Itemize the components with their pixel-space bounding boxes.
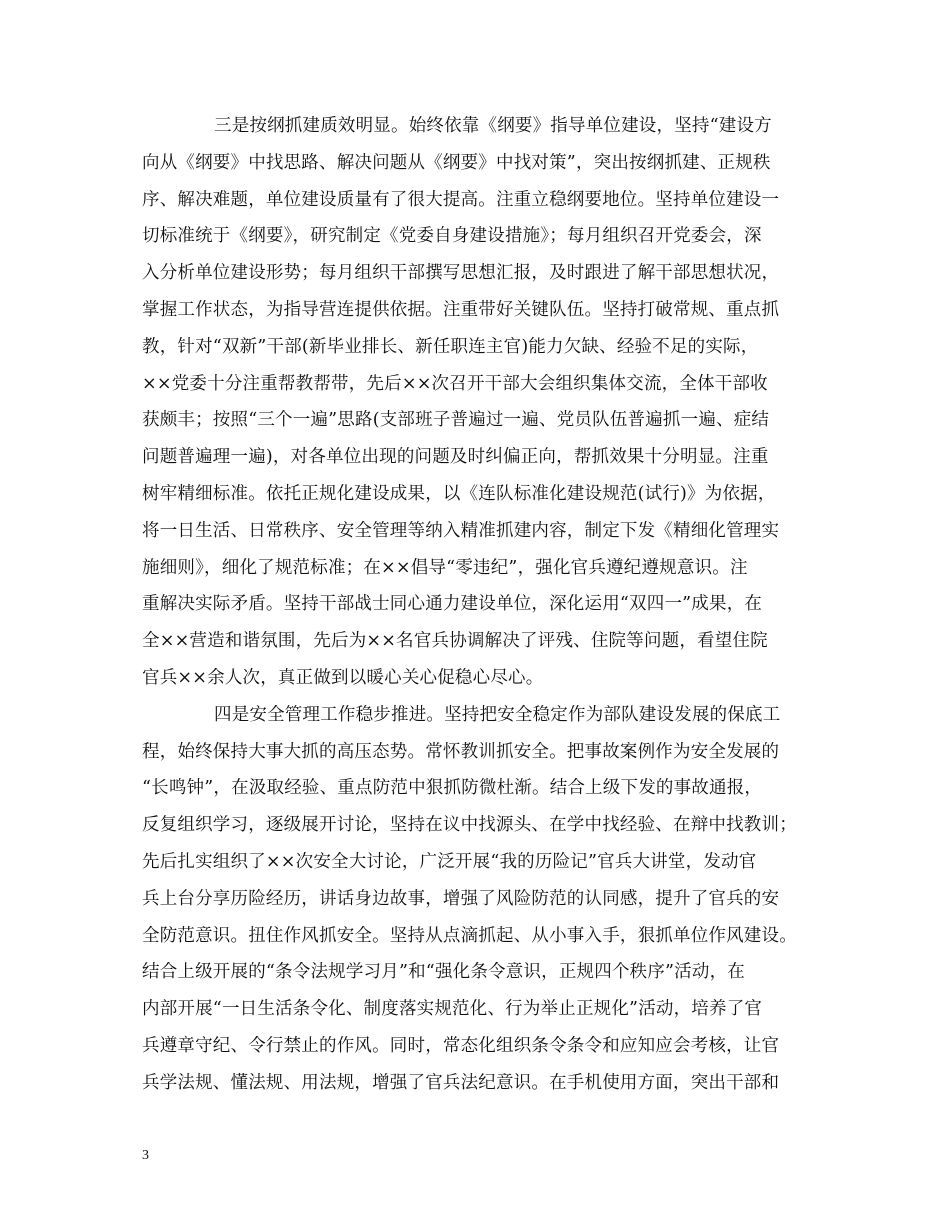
text-line: 内部开展“一日生活条令化、制度落实规范化、行为举止正规化”活动，培养了官	[142, 999, 763, 1020]
text-line: 树牢精细标准。依托正规化建设成果，以《连队标准化建设规范(试行)》为依据，	[142, 483, 776, 504]
text-line: 程，始终保持大事大抓的高压态势。常怀教训抓安全。把事故案例作为安全发展的	[142, 741, 780, 762]
text-line: 四是安全管理工作稳步推进。坚持把安全稳定作为部队建设发展的保底工	[214, 704, 781, 725]
paragraph-discipline-building	[142, 108, 832, 697]
text-line: 重解决实际矛盾。坚持干部战士同心通力建设单位，深化运用“双四一”成果，在	[142, 594, 763, 615]
text-line: ××党委十分注重帮教帮带，先后××次召开干部大会组织集体交流，全体干部收	[142, 373, 768, 394]
text-line: 序、解决难题，单位建设质量有了很大提高。注重立稳纲要地位。坚持单位建设一	[142, 189, 780, 210]
text-line: 全防范意识。扭住作风抓安全。坚持从点滴抓起、从小事入手，狠抓单位作风建设。	[142, 925, 797, 946]
text-line: 兵遵章守纪、令行禁止的作风。同时，常态化组织条令条令和应知应会考核，让官	[142, 1035, 780, 1056]
text-line: 入分析单位建设形势；每月组织干部撰写思想汇报，及时跟进了解干部思想状况，	[142, 263, 780, 284]
text-line: 掌握工作状态，为指导营连提供依据。注重带好关键队伍。坚持打破常规、重点抓	[142, 299, 780, 320]
text-line: 三是按纲抓建质效明显。始终依靠《纲要》指导单位建设，坚持“建设方	[214, 116, 772, 136]
text-line: 全××营造和谐氛围，先后为××名官兵协调解决了评残、住院等问题，看望住院	[142, 631, 768, 652]
text-line: 官兵××余人次，真正做到以暖心关心促稳心尽心。	[142, 667, 544, 688]
text-line: 向从《纲要》中找思路、解决问题从《纲要》中找对策”，突出按纲抓建、正规秩	[142, 152, 771, 173]
text-line: 兵上台分享历险经历，讲话身边故事，增强了风险防范的认同感，提升了官兵的安	[142, 888, 780, 909]
text-line: 先后扎实组织了××次安全大讨论，广泛开展“我的历险记”官兵大讲堂，发动官	[142, 851, 757, 872]
document-body	[142, 108, 832, 1102]
text-line: 切标准统于《纲要》，研究制定《党委自身建设措施》；每月组织召开党委会，深	[142, 226, 762, 247]
text-line: 将一日生活、日常秩序、安全管理等纳入精准抓建内容，制定下发《精细化管理实	[142, 520, 780, 541]
text-line: 结合上级开展的“条令法规学习月”和“强化条令意识，正规四个秩序”活动，在	[142, 962, 745, 983]
text-line: 获颇丰；按照“三个一遍”思路(支部班子普遍过一遍、党员队伍普遍抓一遍、症结	[142, 410, 770, 431]
text-line: 教，针对“双新”干部(新毕业排长、新任职连主官)能力欠缺、经验不足的实际，	[142, 336, 759, 357]
text-line: 反复组织学习，逐级展开讨论，坚持在议中找源头、在学中找经验、在辩中找教训；	[142, 815, 797, 836]
text-line: 施细则》，细化了规范标准；在××倡导“零违纪”，强化官兵遵纪遵规意识。注	[142, 557, 748, 578]
page-number: 3	[142, 1148, 149, 1163]
text-line: 问题普遍理一遍)，对各单位出现的问题及时纠偏正向，帮抓效果十分明显。注重	[142, 447, 769, 468]
text-line: “长鸣钟”，在汲取经验、重点防范中狠抓防微杜渐。结合上级下发的事故通报，	[142, 778, 763, 799]
text-line: 兵学法规、懂法规、用法规，增强了官兵法纪意识。在手机使用方面，突出干部和	[142, 1072, 780, 1093]
paragraph-safety-management	[142, 697, 832, 1102]
